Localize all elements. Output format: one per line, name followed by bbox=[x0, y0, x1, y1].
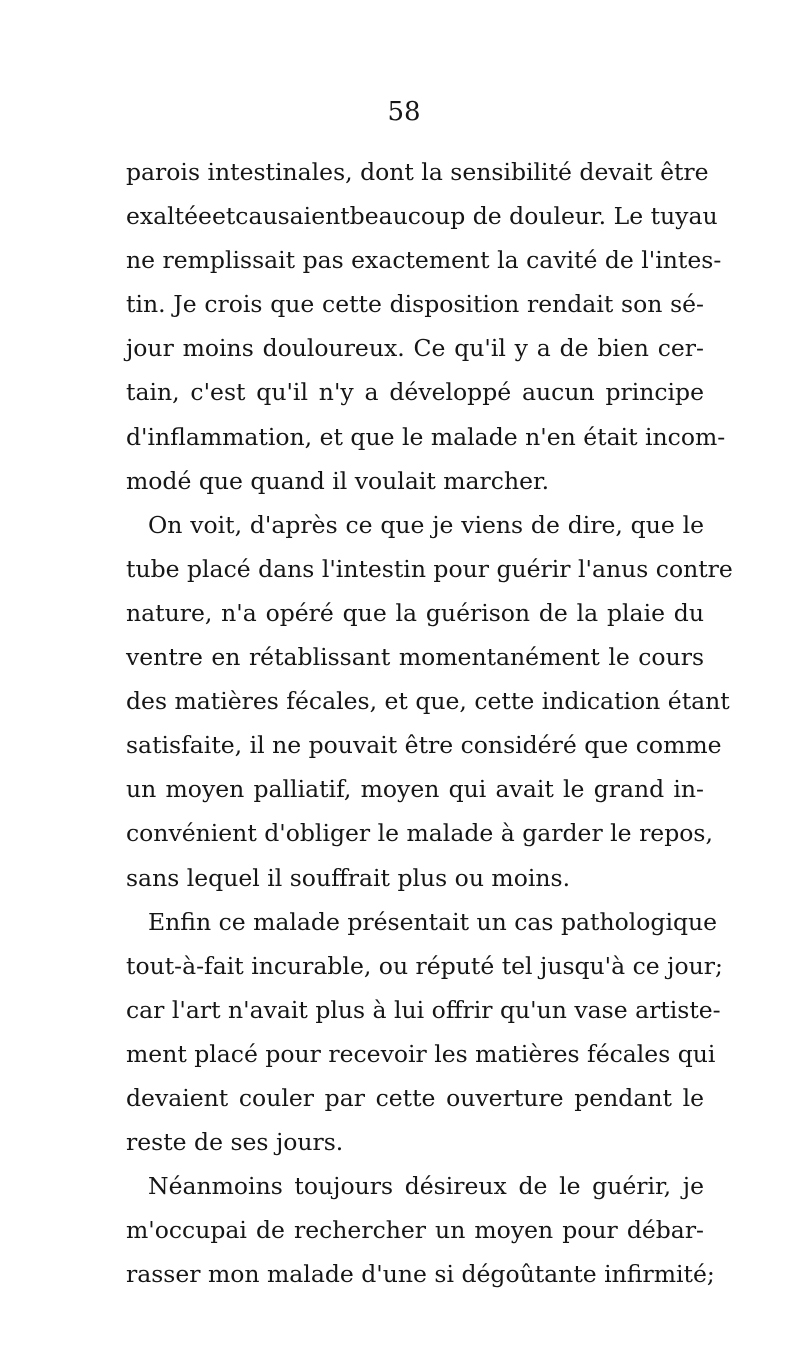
page-number: 58 bbox=[387, 97, 421, 127]
text-line: devaient couler par cette ouverture pendant le bbox=[126, 1083, 704, 1112]
text-line: satisfaite, il ne pouvait être considéré que comme bbox=[126, 731, 722, 760]
text-line: tain, c'est qu'il n'y a développé aucun principe bbox=[126, 378, 704, 407]
text-line: reste de ses jours. bbox=[126, 1128, 344, 1157]
text-line: Néanmoins toujours désireux de le guérir, je bbox=[148, 1172, 704, 1201]
text-line: ment placé pour recevoir les matières fécales qui bbox=[126, 1039, 716, 1068]
text-line: rasser mon malade d'une si dégoûtante infirmité; bbox=[126, 1260, 715, 1289]
text-line: d'inflammation, et que le malade n'en était incom- bbox=[126, 422, 726, 451]
text-line: m'occupai de rechercher un moyen pour débar- bbox=[126, 1216, 704, 1245]
text-line: modé que quand il voulait marcher. bbox=[126, 466, 550, 495]
text-line: nature, n'a opéré que la guérison de la plaie du bbox=[126, 598, 704, 627]
text-line: tout-à-fait incurable, ou réputé tel jusqu'à ce jour; bbox=[126, 951, 723, 980]
text-line: des matières fécales, et que, cette indication étant bbox=[126, 687, 730, 716]
text-line: exaltéeetcausaientbeaucoup de douleur. Le tuyau bbox=[126, 202, 718, 231]
text-line: parois intestinales, dont la sensibilité devait être bbox=[126, 158, 709, 186]
text-line: car l'art n'avait plus à lui offrir qu'un vase artiste- bbox=[126, 995, 721, 1024]
text-line: un moyen palliatif, moyen qui avait le grand in- bbox=[126, 775, 704, 804]
text-line: convénient d'obliger le malade à garder le repos, bbox=[126, 819, 713, 848]
text-line: ne remplissait pas exactement la cavité de l'intes- bbox=[126, 246, 722, 275]
text-line: Enfin ce malade présentait un cas pathologique bbox=[148, 907, 718, 936]
text-line: On voit, d'après ce que je viens de dire, que le bbox=[148, 510, 704, 539]
body-text bbox=[126, 150, 733, 1296]
text-line: jour moins douloureux. Ce qu'il y a de bien cer- bbox=[126, 334, 704, 363]
text-line: sans lequel il souffrait plus ou moins. bbox=[126, 863, 571, 892]
text-line: tube placé dans l'intestin pour guérir l'anus contre bbox=[126, 554, 733, 583]
text-line: ventre en rétablissant momentanément le cours bbox=[126, 643, 704, 672]
text-line: tin. Je crois que cette disposition rendait son sé- bbox=[126, 290, 704, 319]
